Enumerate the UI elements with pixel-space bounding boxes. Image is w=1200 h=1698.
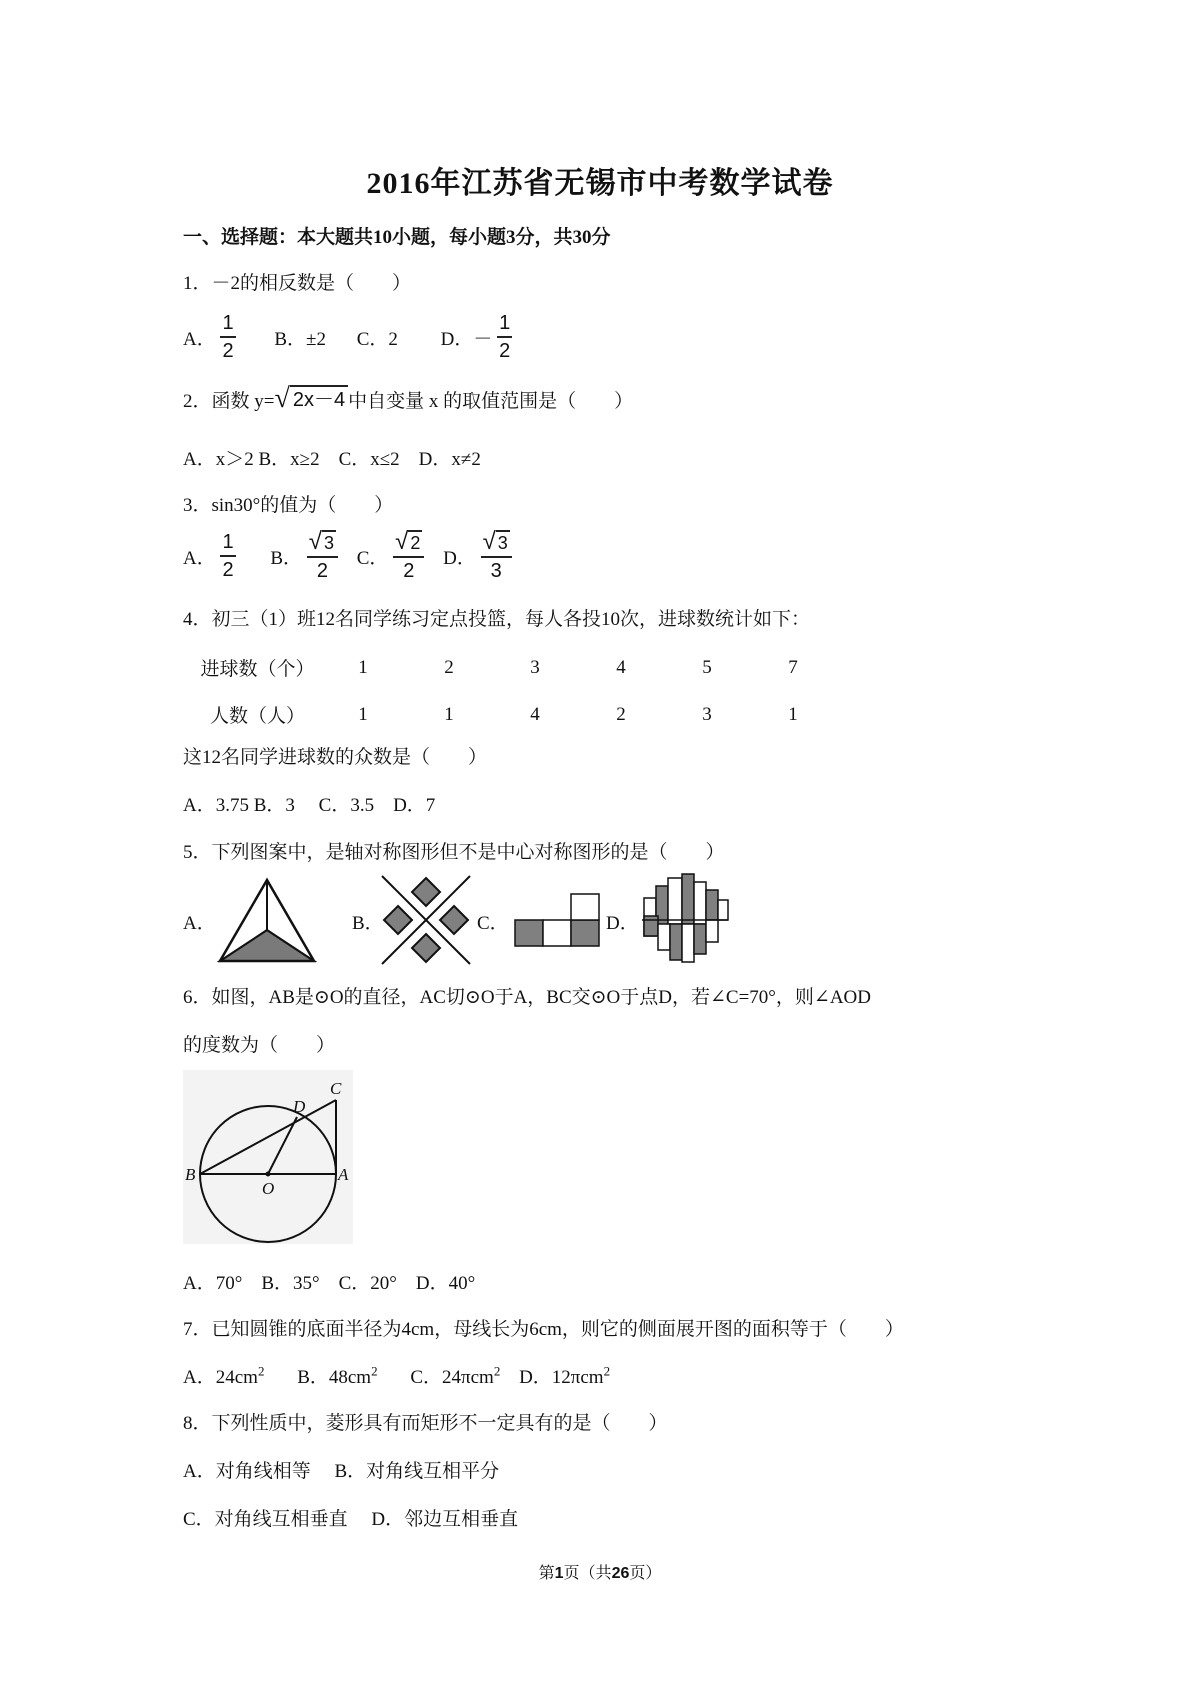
- q8-options-line1: A．对角线相等 B．对角线互相平分: [183, 1461, 500, 1482]
- q3-options: A． $\frac{1}{2}$ B． √ 3 2 C． √ 2 2 D． √ 3 3: [183, 530, 512, 582]
- q4-stats-table: [195, 644, 836, 738]
- q3-option-d-fraction: √ 3 3: [481, 530, 512, 582]
- q3-option-a-fraction: $\frac{1}{2}$: [222, 531, 234, 581]
- section-heading: 一、选择题：本大题共10小题，每小题3分，共30分: [183, 227, 611, 248]
- fig-label-c: C: [330, 1079, 342, 1098]
- q1-option-d-fraction: $\frac{1}{2}$: [499, 312, 511, 362]
- page-footer: 第1页（共26页）: [538, 1565, 662, 1582]
- table-row-head: 人数（人）: [209, 706, 305, 727]
- q6-stem-line1: 6．如图，AB是⊙O的直径，AC切⊙O于A，BC交⊙O于点D，若∠C=70°，则∠AOD: [183, 987, 871, 1008]
- table-cell: 1: [788, 703, 798, 725]
- table-row: [195, 691, 836, 738]
- fig-label-a: A: [338, 1165, 349, 1184]
- q7-option-a: A．24cm: [183, 1367, 258, 1388]
- q5-option-a: A．: [183, 913, 216, 934]
- table-cell: 5: [702, 656, 712, 678]
- q7-option-d: D．12πcm: [519, 1367, 604, 1388]
- q8-stem: 8．下列性质中，菱形具有而矩形不一定具有的是（ ）: [183, 1413, 668, 1434]
- q6-stem-line2: 的度数为（ ）: [183, 1035, 336, 1056]
- fig-label-b: B: [185, 1165, 196, 1184]
- fig-label-o: O: [262, 1179, 275, 1198]
- q1-option-a-label: A．: [183, 328, 216, 350]
- q6-options: A．70° B．35° C．20° D．40°: [183, 1273, 476, 1294]
- table-cell: 2: [444, 656, 454, 678]
- page-number: 1: [554, 1565, 564, 1582]
- q2-sqrt-expression: √ 2x－4: [274, 385, 348, 413]
- page-title: 2016年江苏省无锡市中考数学试卷: [366, 167, 834, 200]
- q7-stem: 7．已知圆锥的底面半径为4cm，母线长为6cm，则它的侧面展开图的面积等于（ ）: [183, 1319, 904, 1340]
- fig-label-d: D: [293, 1097, 306, 1116]
- q2-stem: 2．函数 y= √ 2x－4 中自变量 x 的取值范围是（ ）: [183, 383, 634, 414]
- table-cell: 7: [788, 656, 798, 678]
- bars-figure: [640, 872, 730, 964]
- q3-option-c-fraction: √ 2 2: [393, 530, 424, 582]
- circle-geometry-figure: [183, 1070, 353, 1244]
- q7-options: A．$24cm^2$ B．$48cm^2$ C．24πcm$^2$ D．12πcm$^2$: [183, 1363, 611, 1388]
- q1-options: [183, 312, 512, 362]
- q7-option-b: B．48cm: [297, 1367, 372, 1388]
- q5-stem: 5．下列图案中，是轴对称图形但不是中心对称图形的是（ ）: [183, 842, 725, 863]
- table-cell: 3: [530, 656, 540, 678]
- q5-option-c: C．: [477, 913, 509, 934]
- q4-question: 这12名同学进球数的众数是（ ）: [183, 747, 488, 768]
- q1-option-d-label: D．－: [440, 328, 493, 350]
- table-row: [195, 644, 836, 691]
- q4-options: A．3.75 B．3 C．3.5 D．7: [183, 795, 436, 816]
- q1-option-b: B．±2: [274, 328, 326, 350]
- triangle-figure: [215, 875, 319, 967]
- q4-stem: 4．初三（1）班12名同学练习定点投篮，每人各投10次，进球数统计如下：: [183, 609, 811, 630]
- q5-option-d: D．: [606, 913, 639, 934]
- q1-option-c: C．2: [356, 328, 398, 350]
- diamond-cross-figure: [378, 872, 474, 968]
- q3-option-b-fraction: √ 3 2: [307, 530, 338, 582]
- q3-stem: 3．sin30°的值为（ ）: [183, 495, 394, 516]
- table-cell: 1: [358, 703, 368, 725]
- table-cell: 4: [530, 703, 540, 725]
- rectangles-figure: [513, 890, 603, 950]
- table-row-head: 进球数（个）: [200, 659, 315, 680]
- q8-options-line2: C．对角线互相垂直 D．邻边互相垂直: [183, 1509, 519, 1530]
- page-total: 26: [611, 1565, 630, 1582]
- q7-option-c: C．24πcm: [410, 1367, 494, 1388]
- table-cell: 3: [702, 703, 712, 725]
- q1-stem: 1．－2的相反数是（ ）: [183, 273, 412, 294]
- table-cell: 1: [444, 703, 454, 725]
- table-cell: 1: [358, 656, 368, 678]
- table-cell: 4: [616, 656, 626, 678]
- q2-options: A．x＞2 B．x≥2 C．x≤2 D．x≠2: [183, 449, 481, 470]
- q1-option-a-fraction: $\frac{1}{2}$: [222, 312, 234, 362]
- table-cell: 2: [616, 703, 626, 725]
- q5-option-b: B．: [352, 913, 384, 934]
